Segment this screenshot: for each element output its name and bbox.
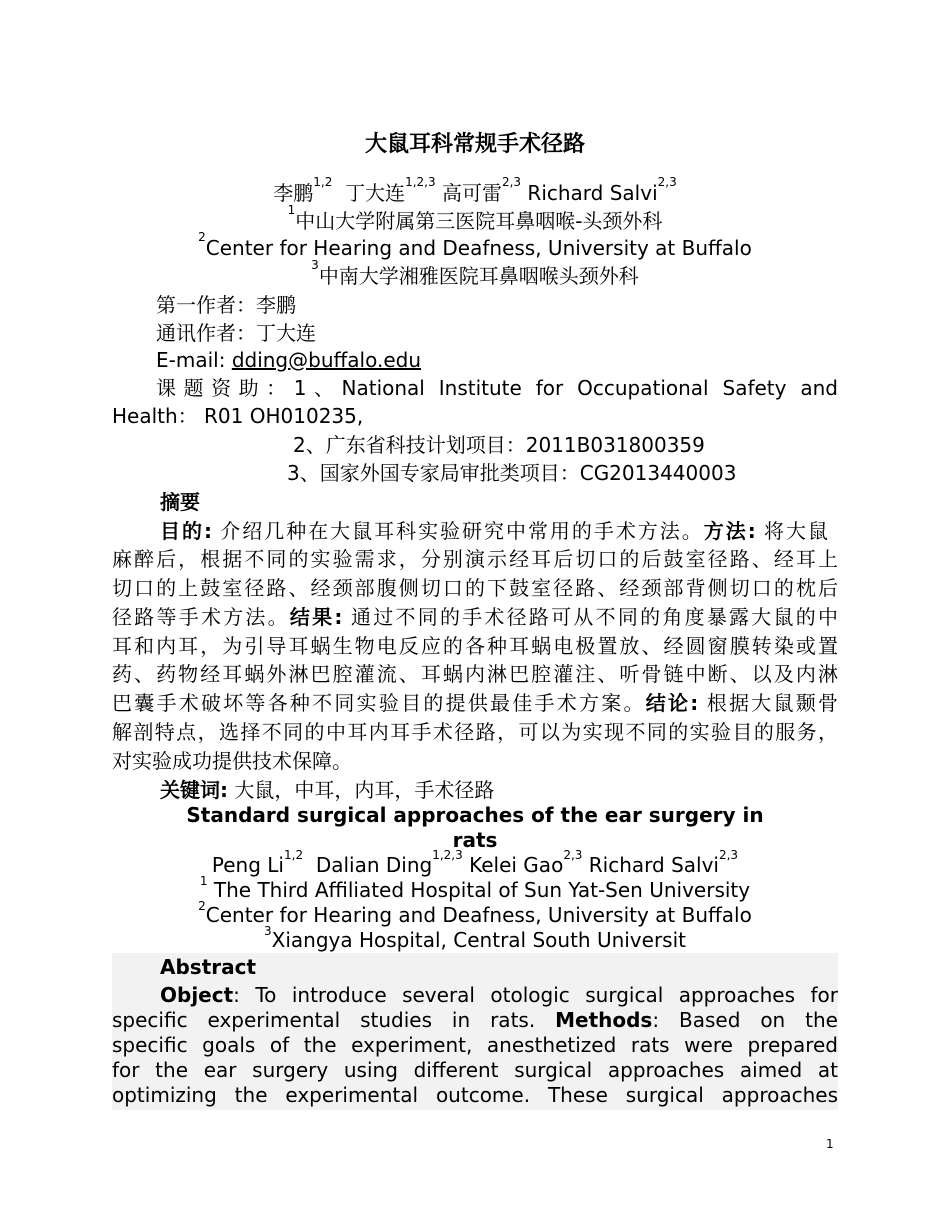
affiliation-en-2: $^2$Center for Hearing and Deafness, University at Buffalo <box>198 899 752 927</box>
abstract-en-heading: Abstract <box>160 955 257 979</box>
funding-line-2: Health： R01 OH010235, <box>112 404 364 428</box>
author-affiliation-mark: 2,3 <box>657 175 677 189</box>
author-list-en <box>112 848 838 878</box>
funding-line-1: 课题资助：1、National Institute for Occupational Safety and <box>156 376 838 400</box>
affiliation-en-3: $^3$Xiangya Hospital, Central South Universit <box>263 924 686 952</box>
funding-line-3: 2、广东省科技计划项目：2011B031800359 <box>293 433 705 457</box>
conclusion-label: 结论: <box>645 691 699 715</box>
affiliation-cn-2: $^2$Center for Hearing and Deafness, University at Buffalo <box>198 230 752 260</box>
objective-label: 目的: <box>160 519 212 543</box>
author-affiliation-mark: 1,2,3 <box>405 175 436 189</box>
abstract-cn-heading: 摘要 <box>160 490 200 514</box>
keywords-label: 关键词: <box>160 778 228 802</box>
abstract-cn-line: 耳和内耳，为引导耳蜗生物电反应的各种耳蜗电极置放、经圆窗膜转染或置 <box>112 634 838 658</box>
author-name: 高可雷 <box>441 181 502 205</box>
author-name: Kelei Gao <box>469 853 564 877</box>
author-name: 李鹏 <box>273 181 314 205</box>
abstract-cn-line: 目的: 介绍几种在大鼠耳科实验研究中常用的手术方法。方法: 将大鼠 <box>160 519 829 543</box>
author-name: 丁大连 <box>345 181 406 205</box>
email-link[interactable]: dding@buffalo.edu <box>231 348 422 372</box>
abstract-en-line: Object: To introduce several otologic surgical approaches for <box>160 983 838 1007</box>
author-name: Richard Salvi <box>588 853 719 877</box>
author-name: Richard Salvi <box>527 181 658 205</box>
author-affiliation-mark: 2,3 <box>718 848 739 862</box>
abstract-cn-line: 切口的上鼓室径路、经颈部腹侧切口的下鼓室径路、经颈部背侧切口的枕后 <box>112 576 838 600</box>
abstract-cn-line: 麻醉后，根据不同的实验需求，分别演示经耳后切口的后鼓室径路、经耳上 <box>112 547 838 571</box>
author-affiliation-mark: 1,2 <box>313 175 333 189</box>
author-affiliation-mark: 2,3 <box>563 848 583 862</box>
paper-title-en-line-2: rats <box>452 828 498 852</box>
abstract-cn-line: 药、药物经耳蜗外淋巴腔灌流、耳蜗内淋巴腔灌注、听骨链中断、以及内淋 <box>112 662 838 686</box>
first-author-line: 第一作者：李鹏 <box>156 293 296 317</box>
affiliation-en-1: $^1$ The Third Affiliated Hospital of Sun Yat-Sen University <box>199 874 751 902</box>
paper-title-en-line-1: Standard surgical approaches of the ear surgery in <box>186 803 764 827</box>
affiliation-cn-3: $^3$中南大学湘雅医院耳鼻咽喉头颈外科 <box>311 258 639 288</box>
abstract-en-line: optimizing the experimental outcome. These surgical approaches <box>112 1083 838 1107</box>
keywords-line: 关键词: 大鼠，中耳，内耳，手术径路 <box>160 778 495 802</box>
methods-label: 方法: <box>703 519 756 543</box>
abstract-en-line: specific experimental studies in rats. Methods: Based on the <box>112 1008 838 1032</box>
methods-label-en: Methods <box>555 1008 653 1032</box>
abstract-en-line: for the ear surgery using different surgical approaches aimed at <box>112 1058 838 1082</box>
abstract-cn-line: 径路等手术方法。结果: 通过不同的手术径路可从不同的角度暴露大鼠的中 <box>112 605 839 629</box>
author-list-cn <box>112 175 838 207</box>
paper-title-cn: 大鼠耳科常规手术径路 <box>364 132 585 157</box>
author-affiliation-mark: 2,3 <box>501 175 522 189</box>
affiliation-cn-1: $^1$中山大学附属第三医院耳鼻咽喉-头颈外科 <box>287 203 663 233</box>
author-affiliation-mark: 1,2,3 <box>432 848 463 862</box>
page-number: 1 <box>826 1137 834 1151</box>
abstract-cn-line: 解剖特点，选择不同的中耳内耳手术径路，可以为实现不同的实验目的服务， <box>112 720 838 744</box>
author-affiliation-mark: 1,2 <box>284 848 304 862</box>
abstract-cn-line: 对实验成功提供技术保障。 <box>112 749 352 773</box>
author-name: Dalian Ding <box>315 853 433 877</box>
object-label: Object <box>160 983 234 1007</box>
funding-line-4: 3、国家外国专家局审批类项目：CG2013440003 <box>287 461 737 485</box>
abstract-en-line: specific goals of the experiment, anesthetized rats were prepared <box>112 1033 838 1057</box>
results-label: 结果: <box>289 605 343 629</box>
corresponding-author-line: 通讯作者：丁大连 <box>156 321 316 345</box>
email-line: E-mail: dding@buffalo.edu <box>156 348 422 372</box>
author-name: Peng Li <box>211 853 284 877</box>
abstract-cn-line: 巴囊手术破坏等各种不同实验目的提供最佳手术方案。结论: 根据大鼠颞骨 <box>112 691 839 715</box>
